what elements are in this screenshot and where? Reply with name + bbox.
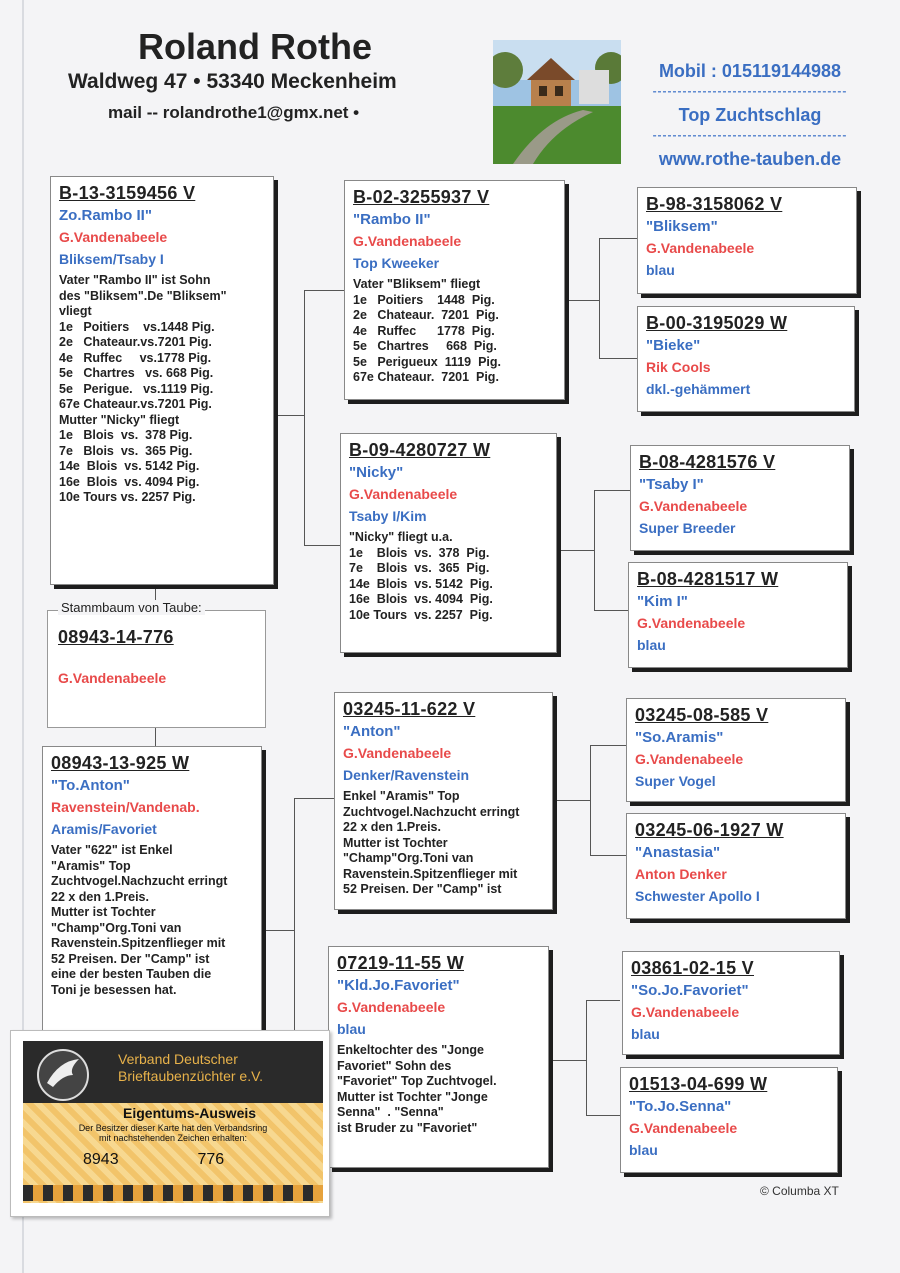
breeder-address: Waldweg 47 • 53340 Meckenheim	[68, 70, 397, 93]
breeder: G.Vandenabeele	[629, 1120, 738, 1136]
pigeon-color: Tsaby I/Kim	[349, 508, 427, 524]
breeder: G.Vandenabeele	[637, 615, 746, 631]
breeder: G.Vandenabeele	[353, 233, 462, 249]
breeder: G.Vandenabeele	[58, 670, 167, 686]
pigeon-name: "Nicky"	[349, 464, 404, 481]
note-line: Toni je besessen hat.	[51, 982, 177, 997]
divider: ---------------------------------------	[652, 85, 848, 97]
mobile-number: Mobil : 015119144988	[658, 61, 842, 81]
note-line: 16e Blois vs. 4094 Pig.	[59, 474, 200, 489]
pigeon-notes	[349, 530, 548, 623]
pigeon-notes	[59, 273, 265, 506]
ring-number: 03245-06-1927 W	[635, 820, 784, 840]
pigeon-color: blau	[637, 637, 666, 653]
ring-number: B-02-3255937 V	[353, 187, 490, 207]
pigeon-name: "To.Anton"	[51, 777, 130, 794]
note-line: Mutter ist Tochter "Jonge	[337, 1089, 488, 1104]
pigeon-name: "To.Jo.Senna"	[629, 1098, 732, 1115]
ring-number: B-98-3158062 V	[646, 194, 783, 214]
note-line: 7e Blois vs. 365 Pig.	[349, 561, 490, 575]
note-line: 4e Ruffec 1778 Pig.	[353, 323, 495, 338]
connector	[274, 415, 304, 416]
stammbaum-label: Stammbaum von Taube:	[58, 600, 205, 615]
ring-number: 08943-13-925 W	[51, 753, 190, 773]
pigeon-name: "Bliksem"	[646, 218, 718, 235]
breeder: Anton Denker	[635, 866, 727, 882]
note-line: 5e Chartres 668 Pig.	[353, 339, 497, 353]
note-line: "Favoriet" Top Zuchtvogel.	[337, 1074, 497, 1088]
ring-number: B-00-3195029 W	[646, 313, 788, 333]
breeder-name: Roland Rothe	[138, 26, 372, 67]
connector	[586, 1115, 620, 1116]
pigeon-name: "Tsaby I"	[639, 476, 704, 493]
connector	[304, 290, 305, 545]
pigeon-name: "Anastasia"	[635, 844, 721, 861]
copyright: © Columba XT	[760, 1184, 839, 1198]
pigeon-notes	[353, 277, 556, 386]
note-line: 1e Blois vs. 378 Pig.	[349, 545, 490, 560]
connector	[155, 728, 156, 746]
connector	[594, 610, 628, 611]
connector	[294, 798, 295, 1050]
note-line: Zuchtvogel.Nachzucht erringt	[343, 804, 520, 819]
connector	[594, 490, 630, 491]
connector	[294, 798, 334, 799]
connector	[594, 490, 595, 610]
pedigree-mmm	[620, 1067, 838, 1173]
connector	[586, 1000, 587, 1115]
pigeon-name: "Anton"	[343, 723, 401, 740]
note-line: 67e Chateaur. 7201 Pig.	[353, 370, 499, 384]
website[interactable]: www.rothe-tauben.de	[658, 149, 842, 169]
pigeon-name: "Kld.Jo.Favoriet"	[337, 977, 460, 994]
note-line: 5e Perigue. vs.1119 Pig.	[59, 381, 214, 396]
note-line: 10e Tours vs. 2257 Pig.	[59, 490, 196, 504]
note-line: 2e Chateaur. 7201 Pig.	[353, 308, 499, 322]
pigeon-name: "Kim I"	[637, 593, 688, 610]
note-line: Enkeltochter des "Jonge	[337, 1043, 484, 1057]
note-line: 1e Blois vs. 378 Pig.	[59, 428, 193, 442]
card-org	[118, 1051, 263, 1085]
pigeon-logo-icon	[37, 1049, 89, 1101]
ring-number: B-13-3159456 V	[59, 183, 196, 203]
pedigree-mff	[626, 698, 846, 802]
pigeon-color: blau	[646, 262, 675, 278]
pedigree-mm	[328, 946, 549, 1168]
note-line: "Aramis" Top	[51, 858, 131, 873]
note-line: Ravenstein.Spitzenflieger mit	[343, 866, 518, 881]
card-org-line: Brieftaubenzüchter e.V.	[118, 1068, 264, 1084]
note-line: 52 Preisen. Der "Camp" ist	[343, 882, 502, 896]
note-line: 1e Poitiers vs.1448 Pig.	[59, 319, 215, 334]
pedigree-father	[50, 176, 274, 585]
ownership-card	[10, 1030, 330, 1217]
breeder: G.Vandenabeele	[337, 999, 446, 1015]
pedigree-ffm	[637, 306, 855, 412]
connector	[590, 745, 591, 855]
card-text-line: mit nachstehenden Zeichen erhalten:	[98, 1133, 248, 1143]
connector	[565, 300, 599, 301]
pigeon-color: blau	[631, 1026, 660, 1042]
pigeon-color: Top Kweeker	[353, 255, 440, 271]
pigeon-color: Denker/Ravenstein	[343, 767, 470, 783]
pigeon-notes	[343, 789, 544, 898]
connector	[553, 800, 590, 801]
pedigree-mf	[334, 692, 553, 910]
ring-number: 03245-11-622 V	[343, 699, 476, 719]
connector	[599, 238, 600, 358]
note-line: 7e Blois vs. 365 Pig.	[59, 443, 193, 458]
note-line: 5e Perigueux 1119 Pig.	[353, 354, 501, 369]
note-line: vliegt	[59, 304, 92, 318]
breeder: G.Vandenabeele	[59, 229, 168, 245]
ring-number: B-08-4281576 V	[639, 452, 776, 472]
pigeon-color: Bliksem/Tsaby I	[59, 251, 164, 267]
breeder: G.Vandenabeele	[631, 1004, 740, 1020]
pedigree-fm	[340, 433, 557, 653]
note-line: Enkel "Aramis" Top	[343, 789, 460, 803]
note-line: des "Bliksem".De "Bliksem"	[59, 288, 227, 303]
pigeon-color: blau	[629, 1142, 658, 1158]
note-line: 16e Blois vs. 4094 Pig.	[349, 592, 493, 606]
pigeon-name: "So.Jo.Favoriet"	[631, 982, 749, 999]
card-text-line: Der Besitzer dieser Karte hat den Verbandsring	[78, 1123, 268, 1133]
ring-number: B-09-4280727 W	[349, 440, 491, 460]
note-line: 1e Poitiers 1448 Pig.	[353, 292, 495, 307]
pigeon-notes	[51, 843, 253, 998]
connector	[557, 550, 594, 551]
connector	[590, 855, 626, 856]
note-line: 67e Chateaur.vs.7201 Pig.	[59, 397, 212, 411]
pigeon-name: "So.Aramis"	[635, 729, 724, 746]
pigeon-color: Aramis/Favoriet	[51, 821, 157, 837]
breeder: Rik Cools	[646, 359, 711, 375]
pigeon-name: Zo.Rambo II"	[59, 207, 152, 224]
note-line: 14e Blois vs. 5142 Pig.	[349, 576, 493, 591]
ring-number: 08943-14-776	[58, 627, 174, 647]
breeder-email: mail -- rolandrothe1@gmx.net •	[108, 103, 360, 122]
note-line: 4e Ruffec vs.1778 Pig.	[59, 350, 212, 365]
pigeon-color: Super Breeder	[639, 520, 736, 536]
card-pattern	[23, 1185, 323, 1201]
connector	[586, 1000, 620, 1001]
note-line: 2e Chateaur.vs.7201 Pig.	[59, 335, 212, 349]
card-org-line: Verband Deutscher	[118, 1051, 238, 1067]
note-line: 10e Tours vs. 2257 Pig.	[349, 607, 493, 622]
breeder: G.Vandenabeele	[639, 498, 748, 514]
note-line: Mutter ist Tochter	[343, 835, 448, 850]
connector	[262, 930, 294, 931]
card-text	[43, 1123, 303, 1143]
ring-number: 01513-04-699 W	[629, 1074, 768, 1094]
note-line: "Champ"Org.Toni van	[343, 851, 474, 865]
breeder: G.Vandenabeele	[343, 745, 452, 761]
note-line: eine der besten Tauben die	[51, 967, 212, 981]
note-line: 5e Chartres vs. 668 Pig.	[59, 366, 214, 380]
stammbaum-box	[47, 610, 266, 728]
pigeon-name: "Rambo II"	[353, 211, 431, 228]
card-title: Eigentums-Ausweis	[123, 1105, 257, 1121]
breeder: Ravenstein/Vandenab.	[51, 799, 200, 815]
ring-number: 03245-08-585 V	[635, 705, 769, 725]
note-line: ist Bruder zu "Favoriet"	[337, 1120, 478, 1135]
card-header	[23, 1041, 323, 1103]
note-line: 22 x den 1.Preis.	[343, 820, 441, 834]
breeder: G.Vandenabeele	[635, 751, 744, 767]
card-number: 8943	[83, 1151, 119, 1168]
note-line: Vater "622" ist Enkel	[51, 843, 173, 857]
note-line: "Champ"Org.Toni van	[51, 920, 182, 935]
pedigree-fff	[637, 187, 857, 294]
connector	[549, 1060, 586, 1061]
card-ring-numbers	[83, 1151, 224, 1169]
connector	[590, 745, 626, 746]
pedigree-mother	[42, 746, 262, 1046]
card-body	[23, 1103, 323, 1203]
connector	[599, 358, 637, 359]
note-line: Zuchtvogel.Nachzucht erringt	[51, 874, 228, 888]
note-line: 52 Preisen. Der "Camp" ist	[51, 951, 210, 966]
pedigree-fmm	[628, 562, 848, 668]
pedigree-mfm	[626, 813, 846, 919]
divider: ---------------------------------------	[652, 129, 848, 141]
pedigree-fmf	[630, 445, 850, 551]
note-line: Vater "Rambo II" ist Sohn	[59, 273, 211, 287]
pigeon-notes	[337, 1043, 540, 1136]
pigeon-color: dkl.-gehämmert	[646, 381, 751, 397]
note-line: Mutter ist Tochter	[51, 905, 156, 919]
note-line: Favoriet" Sohn des	[337, 1058, 452, 1073]
pigeon-color: Super Vogel	[635, 773, 716, 789]
note-line: Vater "Bliksem" fliegt	[353, 277, 481, 291]
card-number: 776	[197, 1151, 225, 1168]
ring-number: B-08-4281517 W	[637, 569, 779, 589]
ring-number: 07219-11-55 W	[337, 953, 464, 973]
slogan: Top Zuchtschlag	[678, 105, 822, 125]
loft-photo	[493, 40, 621, 164]
pigeon-color: Schwester Apollo I	[635, 888, 760, 904]
note-line: 14e Blois vs. 5142 Pig.	[59, 459, 200, 473]
pedigree-ff	[344, 180, 565, 400]
note-line: "Nicky" fliegt u.a.	[349, 530, 453, 544]
pigeon-name: "Bieke"	[646, 337, 701, 354]
note-line: Mutter "Nicky" fliegt	[59, 412, 180, 427]
contact-panel	[625, 58, 875, 173]
connector	[304, 545, 340, 546]
pedigree-mmf	[622, 951, 840, 1055]
connector	[304, 290, 344, 291]
breeder: G.Vandenabeele	[646, 240, 755, 256]
breeder: G.Vandenabeele	[349, 486, 458, 502]
note-line: Ravenstein.Spitzenflieger mit	[51, 936, 226, 950]
pigeon-color: blau	[337, 1021, 366, 1037]
ring-number: 03861-02-15 V	[631, 958, 754, 978]
connector	[599, 238, 637, 239]
note-line: 22 x den 1.Preis.	[51, 889, 149, 904]
note-line: Senna" . "Senna"	[337, 1105, 444, 1119]
